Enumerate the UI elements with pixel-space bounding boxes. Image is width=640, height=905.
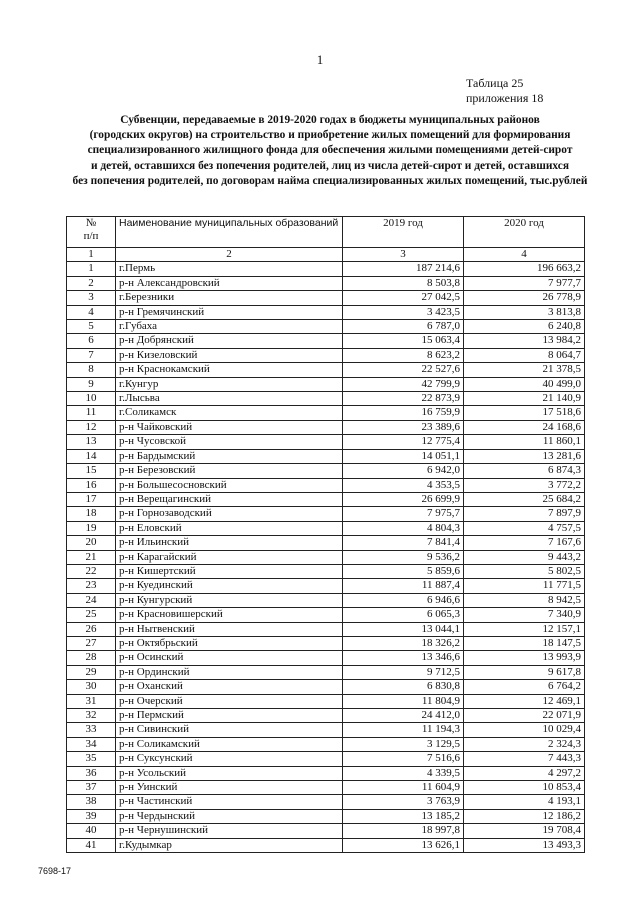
municipality-name: р-н Осинский bbox=[116, 651, 343, 665]
row-number: 13 bbox=[67, 435, 116, 449]
value-2019: 187 214,6 bbox=[343, 262, 464, 276]
value-2020: 4 297,2 bbox=[464, 766, 585, 780]
value-2019: 8 503,8 bbox=[343, 276, 464, 290]
value-2019: 13 044,1 bbox=[343, 622, 464, 636]
municipality-name: р-н Ильинский bbox=[116, 536, 343, 550]
municipality-name: г.Пермь bbox=[116, 262, 343, 276]
value-2020: 24 168,6 bbox=[464, 420, 585, 434]
municipality-name: р-н Октябрьский bbox=[116, 636, 343, 650]
table-row bbox=[67, 262, 585, 276]
row-number: 23 bbox=[67, 579, 116, 593]
municipality-name: р-н Александровский bbox=[116, 276, 343, 290]
table-label-line1: Таблица 25 bbox=[466, 76, 524, 90]
value-2020: 11 860,1 bbox=[464, 435, 585, 449]
value-2019: 6 065,3 bbox=[343, 608, 464, 622]
row-number: 32 bbox=[67, 709, 116, 723]
value-2020: 25 684,2 bbox=[464, 492, 585, 506]
row-number: 37 bbox=[67, 781, 116, 795]
row-number: 41 bbox=[67, 838, 116, 852]
municipality-name: г.Лысьва bbox=[116, 392, 343, 406]
table-row bbox=[67, 305, 585, 319]
table-row bbox=[67, 435, 585, 449]
row-number: 24 bbox=[67, 593, 116, 607]
value-2020: 8 064,7 bbox=[464, 348, 585, 362]
municipality-name: р-н Гремячинский bbox=[116, 305, 343, 319]
municipality-name: р-н Большесосновский bbox=[116, 478, 343, 492]
value-2020: 9 443,2 bbox=[464, 550, 585, 564]
title-line: специализированного жилищного фонда для обеспечения жилыми помещениями детей-сирот bbox=[87, 144, 573, 157]
value-2020: 196 663,2 bbox=[464, 262, 585, 276]
value-2019: 11 887,4 bbox=[343, 579, 464, 593]
value-2019: 7 516,6 bbox=[343, 752, 464, 766]
value-2020: 7 340,9 bbox=[464, 608, 585, 622]
row-number: 10 bbox=[67, 392, 116, 406]
value-2019: 12 775,4 bbox=[343, 435, 464, 449]
municipality-name: г.Кунгур bbox=[116, 377, 343, 391]
table-row bbox=[67, 478, 585, 492]
value-2019: 13 346,6 bbox=[343, 651, 464, 665]
value-2019: 18 326,2 bbox=[343, 636, 464, 650]
municipality-name: р-н Соликамский bbox=[116, 737, 343, 751]
value-2020: 7 167,6 bbox=[464, 536, 585, 550]
value-2019: 9 712,5 bbox=[343, 665, 464, 679]
table-row bbox=[67, 795, 585, 809]
value-2020: 12 186,2 bbox=[464, 809, 585, 823]
value-2019: 3 129,5 bbox=[343, 737, 464, 751]
municipality-name: р-н Березовский bbox=[116, 464, 343, 478]
value-2020: 19 708,4 bbox=[464, 824, 585, 838]
table-row bbox=[67, 521, 585, 535]
value-2020: 13 493,3 bbox=[464, 838, 585, 852]
row-number: 4 bbox=[67, 305, 116, 319]
column-number: 2 bbox=[116, 248, 343, 262]
municipality-name: р-н Бардымский bbox=[116, 449, 343, 463]
table-row bbox=[67, 320, 585, 334]
table-row bbox=[67, 809, 585, 823]
municipality-name: г.Березники bbox=[116, 291, 343, 305]
row-number: 34 bbox=[67, 737, 116, 751]
table-row bbox=[67, 363, 585, 377]
row-number: 35 bbox=[67, 752, 116, 766]
value-2020: 3 813,8 bbox=[464, 305, 585, 319]
title-line: и детей, оставшихся без попечения родителей, лиц из числа детей-сирот и детей, оставшихся bbox=[90, 159, 570, 172]
value-2019: 4 339,5 bbox=[343, 766, 464, 780]
value-2020: 6 874,3 bbox=[464, 464, 585, 478]
row-number: 7 bbox=[67, 348, 116, 362]
value-2020: 13 281,6 bbox=[464, 449, 585, 463]
row-number: 20 bbox=[67, 536, 116, 550]
municipality-name: р-н Добрянский bbox=[116, 334, 343, 348]
municipality-name: р-н Оханский bbox=[116, 680, 343, 694]
municipality-name: р-н Чернушинский bbox=[116, 824, 343, 838]
row-number: 1 bbox=[67, 262, 116, 276]
table-row bbox=[67, 579, 585, 593]
value-2020: 7 443,3 bbox=[464, 752, 585, 766]
row-number: 17 bbox=[67, 492, 116, 506]
value-2020: 6 764,2 bbox=[464, 680, 585, 694]
table-row bbox=[67, 622, 585, 636]
table-row bbox=[67, 636, 585, 650]
table-row bbox=[67, 420, 585, 434]
table-row bbox=[67, 406, 585, 420]
municipality-name: р-н Чайковский bbox=[116, 420, 343, 434]
value-2019: 6 946,6 bbox=[343, 593, 464, 607]
column-number: 3 bbox=[343, 248, 464, 262]
value-2020: 7 977,7 bbox=[464, 276, 585, 290]
row-number: 12 bbox=[67, 420, 116, 434]
row-number: 36 bbox=[67, 766, 116, 780]
table-label bbox=[466, 76, 543, 106]
table-row bbox=[67, 492, 585, 506]
value-2019: 11 804,9 bbox=[343, 694, 464, 708]
column-number: 1 bbox=[67, 248, 116, 262]
table-row bbox=[67, 824, 585, 838]
municipality-name: г.Кудымкар bbox=[116, 838, 343, 852]
table-row bbox=[67, 608, 585, 622]
municipality-name: р-н Ординский bbox=[116, 665, 343, 679]
row-number: 9 bbox=[67, 377, 116, 391]
header-name: Наименование муниципальных образований bbox=[116, 217, 343, 248]
table-row bbox=[67, 564, 585, 578]
municipality-name: р-н Еловский bbox=[116, 521, 343, 535]
header-2019: 2019 год bbox=[343, 217, 464, 248]
header-number-line2: п/п bbox=[83, 230, 99, 243]
document-title bbox=[40, 113, 620, 189]
row-number: 16 bbox=[67, 478, 116, 492]
header-2020: 2020 год bbox=[464, 217, 585, 248]
row-number: 2 bbox=[67, 276, 116, 290]
value-2020: 12 469,1 bbox=[464, 694, 585, 708]
value-2020: 26 778,9 bbox=[464, 291, 585, 305]
column-number-row bbox=[67, 248, 585, 262]
table-label-line2: приложения 18 bbox=[466, 91, 544, 105]
municipality-name: р-н Горнозаводский bbox=[116, 507, 343, 521]
municipality-name: р-н Кизеловский bbox=[116, 348, 343, 362]
value-2019: 24 412,0 bbox=[343, 709, 464, 723]
row-number: 30 bbox=[67, 680, 116, 694]
value-2019: 4 804,3 bbox=[343, 521, 464, 535]
table-row bbox=[67, 709, 585, 723]
table-row bbox=[67, 348, 585, 362]
table-row bbox=[67, 651, 585, 665]
row-number: 27 bbox=[67, 636, 116, 650]
row-number: 15 bbox=[67, 464, 116, 478]
value-2019: 11 194,3 bbox=[343, 723, 464, 737]
row-number: 22 bbox=[67, 564, 116, 578]
value-2020: 18 147,5 bbox=[464, 636, 585, 650]
value-2019: 18 997,8 bbox=[343, 824, 464, 838]
table-row bbox=[67, 507, 585, 521]
row-number: 3 bbox=[67, 291, 116, 305]
value-2019: 6 942,0 bbox=[343, 464, 464, 478]
page-number: 1 bbox=[316, 52, 324, 67]
header-row bbox=[67, 217, 585, 248]
table-row bbox=[67, 536, 585, 550]
municipality-name: р-н Куединский bbox=[116, 579, 343, 593]
row-number: 38 bbox=[67, 795, 116, 809]
municipality-name: р-н Нытвенский bbox=[116, 622, 343, 636]
table-row bbox=[67, 838, 585, 852]
value-2019: 6 787,0 bbox=[343, 320, 464, 334]
row-number: 21 bbox=[67, 550, 116, 564]
value-2020: 10 029,4 bbox=[464, 723, 585, 737]
value-2020: 3 772,2 bbox=[464, 478, 585, 492]
table-row bbox=[67, 781, 585, 795]
value-2020: 11 771,5 bbox=[464, 579, 585, 593]
row-number: 11 bbox=[67, 406, 116, 420]
municipality-name: р-н Карагайский bbox=[116, 550, 343, 564]
value-2020: 8 942,5 bbox=[464, 593, 585, 607]
table-row bbox=[67, 694, 585, 708]
row-number: 39 bbox=[67, 809, 116, 823]
value-2020: 21 140,9 bbox=[464, 392, 585, 406]
row-number: 40 bbox=[67, 824, 116, 838]
value-2019: 3 423,5 bbox=[343, 305, 464, 319]
value-2019: 7 841,4 bbox=[343, 536, 464, 550]
header-number bbox=[67, 217, 116, 248]
table-row bbox=[67, 680, 585, 694]
table-row bbox=[67, 665, 585, 679]
municipality-name: р-н Уинский bbox=[116, 781, 343, 795]
table-row bbox=[67, 377, 585, 391]
value-2019: 3 763,9 bbox=[343, 795, 464, 809]
row-number: 33 bbox=[67, 723, 116, 737]
value-2019: 26 699,9 bbox=[343, 492, 464, 506]
municipality-name: р-н Чердынский bbox=[116, 809, 343, 823]
title-line: Субвенции, передаваемые в 2019-2020 годах в бюджеты муниципальных районов bbox=[120, 114, 540, 126]
table-row bbox=[67, 737, 585, 751]
municipality-name: р-н Частинский bbox=[116, 795, 343, 809]
value-2020: 22 071,9 bbox=[464, 709, 585, 723]
municipality-name: р-н Очерский bbox=[116, 694, 343, 708]
municipality-name: р-н Чусовской bbox=[116, 435, 343, 449]
municipality-name: г.Губаха bbox=[116, 320, 343, 334]
value-2019: 15 063,4 bbox=[343, 334, 464, 348]
value-2020: 9 617,8 bbox=[464, 665, 585, 679]
value-2019: 5 859,6 bbox=[343, 564, 464, 578]
table-row bbox=[67, 464, 585, 478]
municipality-name: р-н Усольский bbox=[116, 766, 343, 780]
value-2019: 8 623,2 bbox=[343, 348, 464, 362]
municipality-name: р-н Суксунский bbox=[116, 752, 343, 766]
table-row bbox=[67, 550, 585, 564]
value-2020: 2 324,3 bbox=[464, 737, 585, 751]
row-number: 28 bbox=[67, 651, 116, 665]
table-row bbox=[67, 334, 585, 348]
value-2019: 14 051,1 bbox=[343, 449, 464, 463]
table-row bbox=[67, 723, 585, 737]
title-line: без попечения родителей, по договорам найма специализированных жилых помещений, тыс.рублей bbox=[72, 174, 588, 187]
row-number: 26 bbox=[67, 622, 116, 636]
value-2019: 42 799,9 bbox=[343, 377, 464, 391]
row-number: 25 bbox=[67, 608, 116, 622]
value-2019: 13 185,2 bbox=[343, 809, 464, 823]
value-2020: 6 240,8 bbox=[464, 320, 585, 334]
row-number: 29 bbox=[67, 665, 116, 679]
row-number: 18 bbox=[67, 507, 116, 521]
table-row bbox=[67, 766, 585, 780]
value-2019: 23 389,6 bbox=[343, 420, 464, 434]
row-number: 14 bbox=[67, 449, 116, 463]
row-number: 31 bbox=[67, 694, 116, 708]
value-2019: 16 759,9 bbox=[343, 406, 464, 420]
municipality-name: р-н Сивинский bbox=[116, 723, 343, 737]
table-row bbox=[67, 593, 585, 607]
column-number: 4 bbox=[464, 248, 585, 262]
value-2019: 22 873,9 bbox=[343, 392, 464, 406]
header-number-line1: № bbox=[85, 217, 97, 229]
municipality-name: р-н Верещагинский bbox=[116, 492, 343, 506]
value-2020: 21 378,5 bbox=[464, 363, 585, 377]
municipality-name: р-н Кишертский bbox=[116, 564, 343, 578]
municipality-name: г.Соликамск bbox=[116, 406, 343, 420]
value-2020: 4 193,1 bbox=[464, 795, 585, 809]
value-2020: 7 897,9 bbox=[464, 507, 585, 521]
value-2019: 13 626,1 bbox=[343, 838, 464, 852]
value-2019: 22 527,6 bbox=[343, 363, 464, 377]
value-2020: 13 984,2 bbox=[464, 334, 585, 348]
footer-code: 7698-17 bbox=[38, 866, 72, 876]
value-2020: 5 802,5 bbox=[464, 564, 585, 578]
table-row bbox=[67, 752, 585, 766]
value-2019: 4 353,5 bbox=[343, 478, 464, 492]
value-2020: 12 157,1 bbox=[464, 622, 585, 636]
value-2019: 7 975,7 bbox=[343, 507, 464, 521]
table-row bbox=[67, 392, 585, 406]
row-number: 6 bbox=[67, 334, 116, 348]
value-2019: 9 536,2 bbox=[343, 550, 464, 564]
value-2020: 40 499,0 bbox=[464, 377, 585, 391]
value-2020: 4 757,5 bbox=[464, 521, 585, 535]
table-row bbox=[67, 449, 585, 463]
value-2019: 11 604,9 bbox=[343, 781, 464, 795]
row-number: 5 bbox=[67, 320, 116, 334]
title-line: (городских округов) на строительство и приобретение жилых помещений для формирования bbox=[89, 129, 571, 142]
value-2020: 17 518,6 bbox=[464, 406, 585, 420]
value-2019: 6 830,8 bbox=[343, 680, 464, 694]
row-number: 8 bbox=[67, 363, 116, 377]
municipality-name: р-н Кунгурский bbox=[116, 593, 343, 607]
municipality-name: р-н Краснокамский bbox=[116, 363, 343, 377]
row-number: 19 bbox=[67, 521, 116, 535]
value-2020: 13 993,9 bbox=[464, 651, 585, 665]
value-2019: 27 042,5 bbox=[343, 291, 464, 305]
table-row bbox=[67, 291, 585, 305]
municipality-name: р-н Пермский bbox=[116, 709, 343, 723]
value-2020: 10 853,4 bbox=[464, 781, 585, 795]
table-row bbox=[67, 276, 585, 290]
subsidy-table bbox=[66, 216, 585, 853]
municipality-name: р-н Красновишерский bbox=[116, 608, 343, 622]
